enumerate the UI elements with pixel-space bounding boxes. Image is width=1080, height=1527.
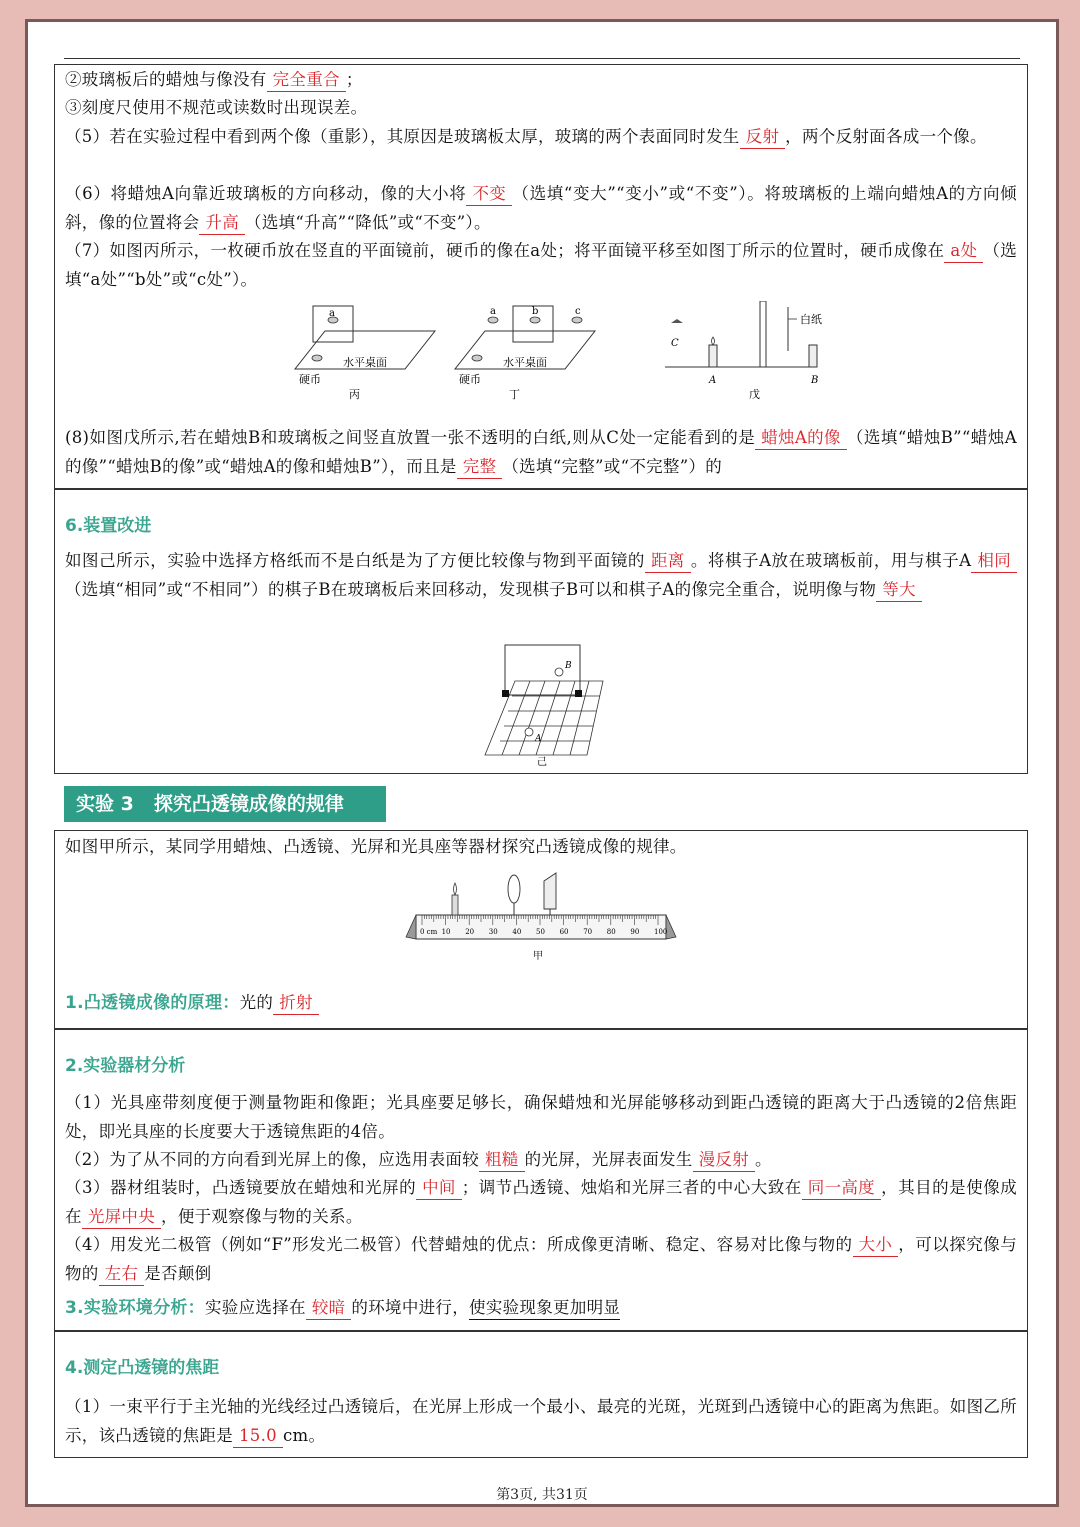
answer-8a: 蜡烛A的像	[755, 427, 846, 450]
wu-paper-label: 白纸	[800, 313, 822, 326]
answer-size: 大小	[853, 1234, 899, 1257]
page-footer: 第3页, 共31页	[496, 1487, 588, 1503]
section-4-p1: （1）一束平行于主光轴的光线经过凸透镜后，在光屏上形成一个最小、最亮的光斑，光斑到凸透镜中心的距离为焦距。如图乙所示，该凸透镜的焦距是 15.0 cm。	[65, 1393, 1017, 1450]
ji-label: 己	[537, 757, 547, 767]
wu-label: 戊	[749, 388, 760, 401]
experiment-3-banner	[64, 786, 386, 822]
jia-label: 甲	[533, 951, 543, 962]
wu-b-label: B	[811, 375, 819, 386]
answer-overlap: 完全重合	[267, 69, 346, 92]
figure-ding	[455, 306, 595, 401]
figure-wu	[665, 301, 822, 401]
line-error: ③刻度尺使用不规范或读数时出现误差。	[65, 98, 368, 117]
wu-c-label: C	[671, 338, 679, 349]
bench-tick-label: 30	[488, 928, 498, 936]
focal-length-box	[54, 1330, 1028, 1458]
section-3-line: 3.实验环境分析：实验应选择在 较暗 的环境中进行，使实验现象更加明显	[65, 1298, 621, 1318]
bench-tick-label: 20	[465, 928, 475, 936]
section-2-p2: （2）为了从不同的方向看到光屏上的像，应选用表面较 粗糙 的光屏，光屏表面发生 漫反射 。	[65, 1146, 1017, 1175]
question-8: (8)如图戊所示,若在蜡烛B和玻璃板之间竖直放置一张不透明的白纸,则从C处一定能看到的是 蜡烛A的像 （选填“蜡烛B”“蜡烛A的像”“蜡烛B的像”或“蜡烛A的像和蜡烛B”），而且是 完整 （选填“完整”或“不完整”）的	[65, 424, 1017, 481]
wu-a-label: A	[709, 375, 717, 386]
bing-coin-label: 硬币	[299, 373, 321, 386]
bench-tick-label: 40	[512, 928, 522, 936]
section-3-title: 3.实验环境分析：	[65, 1298, 205, 1318]
experiment-3-title: 探究凸透镜成像的规律	[153, 793, 344, 815]
answer-diffuse: 漫反射	[693, 1149, 755, 1172]
ding-coin-label: 硬币	[459, 373, 481, 386]
figure-ji-grid	[475, 639, 615, 767]
answer-5: 反射	[740, 126, 786, 149]
answer-middle: 中间	[416, 1177, 462, 1200]
section-1-line: 1.凸透镜成像的原理：光的 折射	[65, 989, 1017, 1018]
answer-7: a处	[944, 240, 983, 263]
answer-8b: 完整	[457, 456, 503, 479]
bench-tick-label: 0 cm	[420, 928, 438, 936]
figure-bing	[295, 306, 435, 401]
experiment-3-intro: 如图甲所示，某同学用蜡烛、凸透镜、光屏和光具座等器材探究凸透镜成像的规律。	[65, 837, 687, 856]
experiment-3-intro-box	[54, 830, 1028, 1030]
section-2-p1: （1）光具座带刻度便于测量物距和像距；光具座要足够长，确保蜡烛和光屏能够移动到距凸透镜的距离大于凸透镜的2倍焦距处，即光具座的长度要大于透镜焦距的4倍。	[65, 1093, 1017, 1141]
ding-a-label: a	[490, 306, 496, 317]
bench-tick-label: 90	[630, 928, 640, 936]
ji-b-label: B	[565, 661, 572, 671]
bing-a-label: a	[329, 308, 335, 319]
line-overlap: ②玻璃板后的蜡烛与像没有 完全重合 ；	[65, 66, 1017, 95]
figures-bing-ding-wu	[285, 301, 1005, 411]
bench-tick-label: 10	[441, 928, 451, 936]
equipment-analysis-box	[54, 1028, 1028, 1332]
answer-6a: 不变	[466, 183, 512, 206]
answer-darker: 较暗	[306, 1297, 352, 1320]
bing-label: 丙	[349, 388, 360, 401]
section-4-title: 4.测定凸透镜的焦距	[65, 1358, 220, 1378]
section-2-p4: （4）用发光二极管（例如“F”形发光二极管）代替蜡烛的优点：所成像更清晰、稳定、容易对比像与物的 大小 ，可以探究像与物的 左右 是否颠倒	[65, 1231, 1017, 1288]
ding-label: 丁	[509, 388, 520, 401]
section-6-title: 6.装置改进	[65, 516, 152, 536]
section-1-title: 1.凸透镜成像的原理：	[65, 993, 240, 1013]
answer-screen-center: 光屏中央	[82, 1206, 161, 1229]
questions-box	[54, 64, 1028, 490]
bing-desk-label: 水平桌面	[343, 356, 387, 369]
device-improvement-box	[54, 488, 1028, 774]
section-6-text: 如图己所示，实验中选择方格纸而不是白纸是为了方便比较像与物到平面镜的 距离 。将棋子A放在玻璃板前，用与棋子A 相同（选填“相同”或“不相同”）的棋子B在玻璃板后来回移动，发现棋子B可以和棋子A的像完全重合，说明像与物 等大	[65, 547, 1017, 604]
bench-tick-label: 80	[606, 928, 616, 936]
question-7: （7）如图丙所示，一枚硬币放在竖直的平面镜前，硬币的像在a处；将平面镜平移至如图丁所示的位置时，硬币成像在 a处 （选填“a处”“b处”或“c处”）。	[65, 241, 1017, 289]
bench-tick-label: 50	[536, 928, 545, 936]
question-6: （6）将蜡烛A向靠近玻璃板的方向移动，像的大小将 不变 （选填“变大”“变小”或“不变”）。将玻璃板的上端向蜡烛A的方向倾斜，像的位置将会 升高 （选填“升高”“降低”或“不变”）。	[65, 180, 1017, 237]
answer-left-right: 左右	[99, 1263, 145, 1286]
ding-c-label: c	[575, 306, 581, 317]
page-sheet	[25, 19, 1059, 1507]
answer-same-height: 同一高度	[802, 1177, 881, 1200]
bench-tick-label: 100	[654, 928, 668, 936]
section-2-title: 2.实验器材分析	[65, 1056, 186, 1076]
bench-tick-label: 70	[583, 928, 593, 936]
figure-jia-optical-bench	[400, 871, 680, 963]
answer-distance: 距离	[645, 550, 691, 573]
answer-equal-size: 等大	[876, 579, 922, 602]
section-2-p3: （3）器材组装时，凸透镜要放在蜡烛和光屏的 中间 ；调节凸透镜、烛焰和光屏三者的中心大致在 同一高度 ，其目的是使像成在 光屏中央 ，便于观察像与物的关系。	[65, 1174, 1017, 1231]
answer-focal-length: 15.0	[233, 1425, 283, 1448]
header-rule	[64, 58, 1020, 59]
answer-refraction: 折射	[273, 992, 319, 1015]
experiment-3-tag: 实验 3	[76, 793, 134, 815]
ding-desk-label: 水平桌面	[503, 356, 547, 369]
answer-6b: 升高	[199, 212, 245, 235]
ji-a-label: A	[535, 734, 542, 744]
question-5: （5）若在实验过程中看到两个像（重影），其原因是玻璃板太厚，玻璃的两个表面同时发生 反射 ，两个反射面各成一个像。	[65, 123, 1017, 152]
answer-same: 相同	[971, 550, 1017, 573]
bench-tick-label: 60	[559, 928, 569, 936]
ding-b-label: b	[532, 306, 539, 317]
answer-rough: 粗糙	[479, 1149, 525, 1172]
